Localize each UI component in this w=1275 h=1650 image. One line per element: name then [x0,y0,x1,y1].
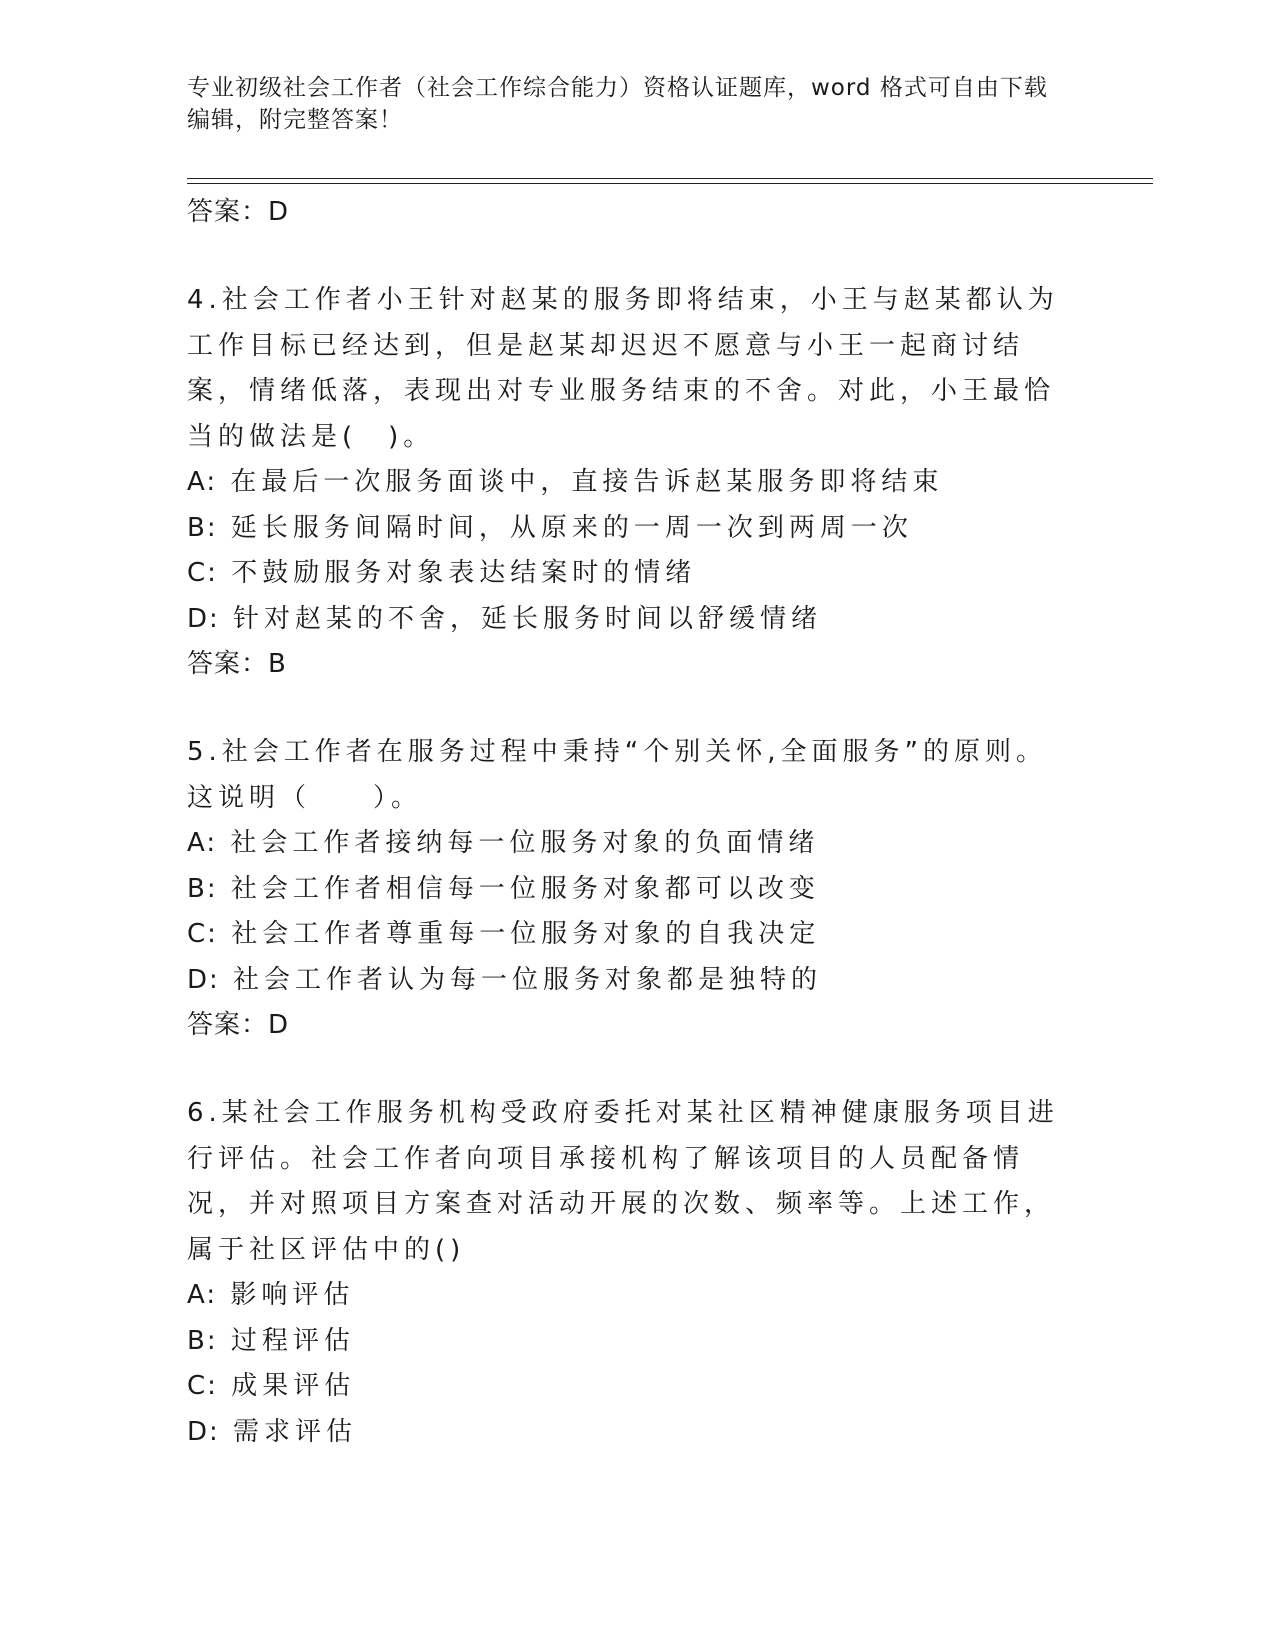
option-letter: B: [187,873,218,904]
option-text: 社会工作者认为每一位服务对象都是独特的 [233,964,823,995]
page-header: 专业初级社会工作者（社会工作综合能力）资格认证题库，word 格式可自由下载编辑，附完整答案！ [187,75,1048,133]
option-d [187,1410,1087,1456]
option-b [187,1319,1087,1365]
option-c [187,1364,1087,1410]
answer-line: 答案：D [187,1010,290,1040]
option-a [187,1273,1087,1319]
question-list [187,190,1087,1455]
answer-line: 答案：B [187,649,287,679]
option-letter: C: [187,919,218,949]
option-b [187,867,1087,913]
option-letter: A: [187,828,218,858]
option-text: 针对赵某的不舍，延长服务时间以舒缓情绪 [233,603,823,634]
option-text: 过程评估 [230,1325,355,1356]
option-c [187,912,1087,958]
option-letter: C: [187,1371,218,1401]
question-text: 4.社会工作者小王针对赵某的服务即将结束，小王与赵某都认为工作目标已经达到，但是赵某却迟迟不愿意与小王一起商讨结案，情绪低落，表现出对专业服务结束的不舍。对此，小王最恰当的做法是( )。 [187,285,1059,452]
option-text: 社会工作者尊重每一位服务对象的自我决定 [231,919,821,949]
option-text: 延长服务间隔时间，从原来的一周一次到两周一次 [230,512,913,543]
option-letter: B: [187,1325,218,1356]
option-text: 需求评估 [233,1416,358,1447]
spacer [187,234,1087,278]
question-6 [187,1091,1087,1455]
option-text: 不鼓励服务对象表达结案时的情绪 [231,558,697,588]
option-letter: C: [187,558,218,588]
option-letter: D: [187,603,220,634]
spacer [187,686,1087,730]
option-text: 社会工作者相信每一位服务对象都可以改变 [230,873,820,904]
option-letter: D: [187,1416,220,1447]
question-4 [187,278,1087,686]
option-text: 影响评估 [230,1280,355,1310]
option-letter: B: [187,512,218,543]
option-b [187,506,1087,552]
question-text: 5.社会工作者在服务过程中秉持“个别关怀,全面服务”的原则。这说明（ ）。 [187,737,1048,813]
option-text: 成果评估 [231,1371,356,1401]
option-a [187,821,1087,867]
answer-line: 答案：D [187,197,290,227]
header-rule-top [187,178,1153,179]
option-letter: A: [187,1280,218,1310]
option-text: 在最后一次服务面谈中，直接告诉赵某服务即将结束 [230,467,944,497]
option-text: 社会工作者接纳每一位服务对象的负面情绪 [230,828,820,858]
option-d [187,597,1087,643]
header-rule-bottom [187,183,1153,184]
option-a [187,460,1087,506]
spacer [187,1047,1087,1091]
option-d [187,958,1087,1004]
option-c [187,551,1087,597]
option-letter: D: [187,964,220,995]
question-text: 6.某社会工作服务机构受政府委托对某社区精神健康服务项目进行评估。社会工作者向项目承接机构了解该项目的人员配备情况，并对照项目方案查对活动开展的次数、频率等。上述工作，属于社区评估中的() [187,1098,1059,1265]
option-letter: A: [187,467,218,497]
question-5 [187,730,1087,1047]
